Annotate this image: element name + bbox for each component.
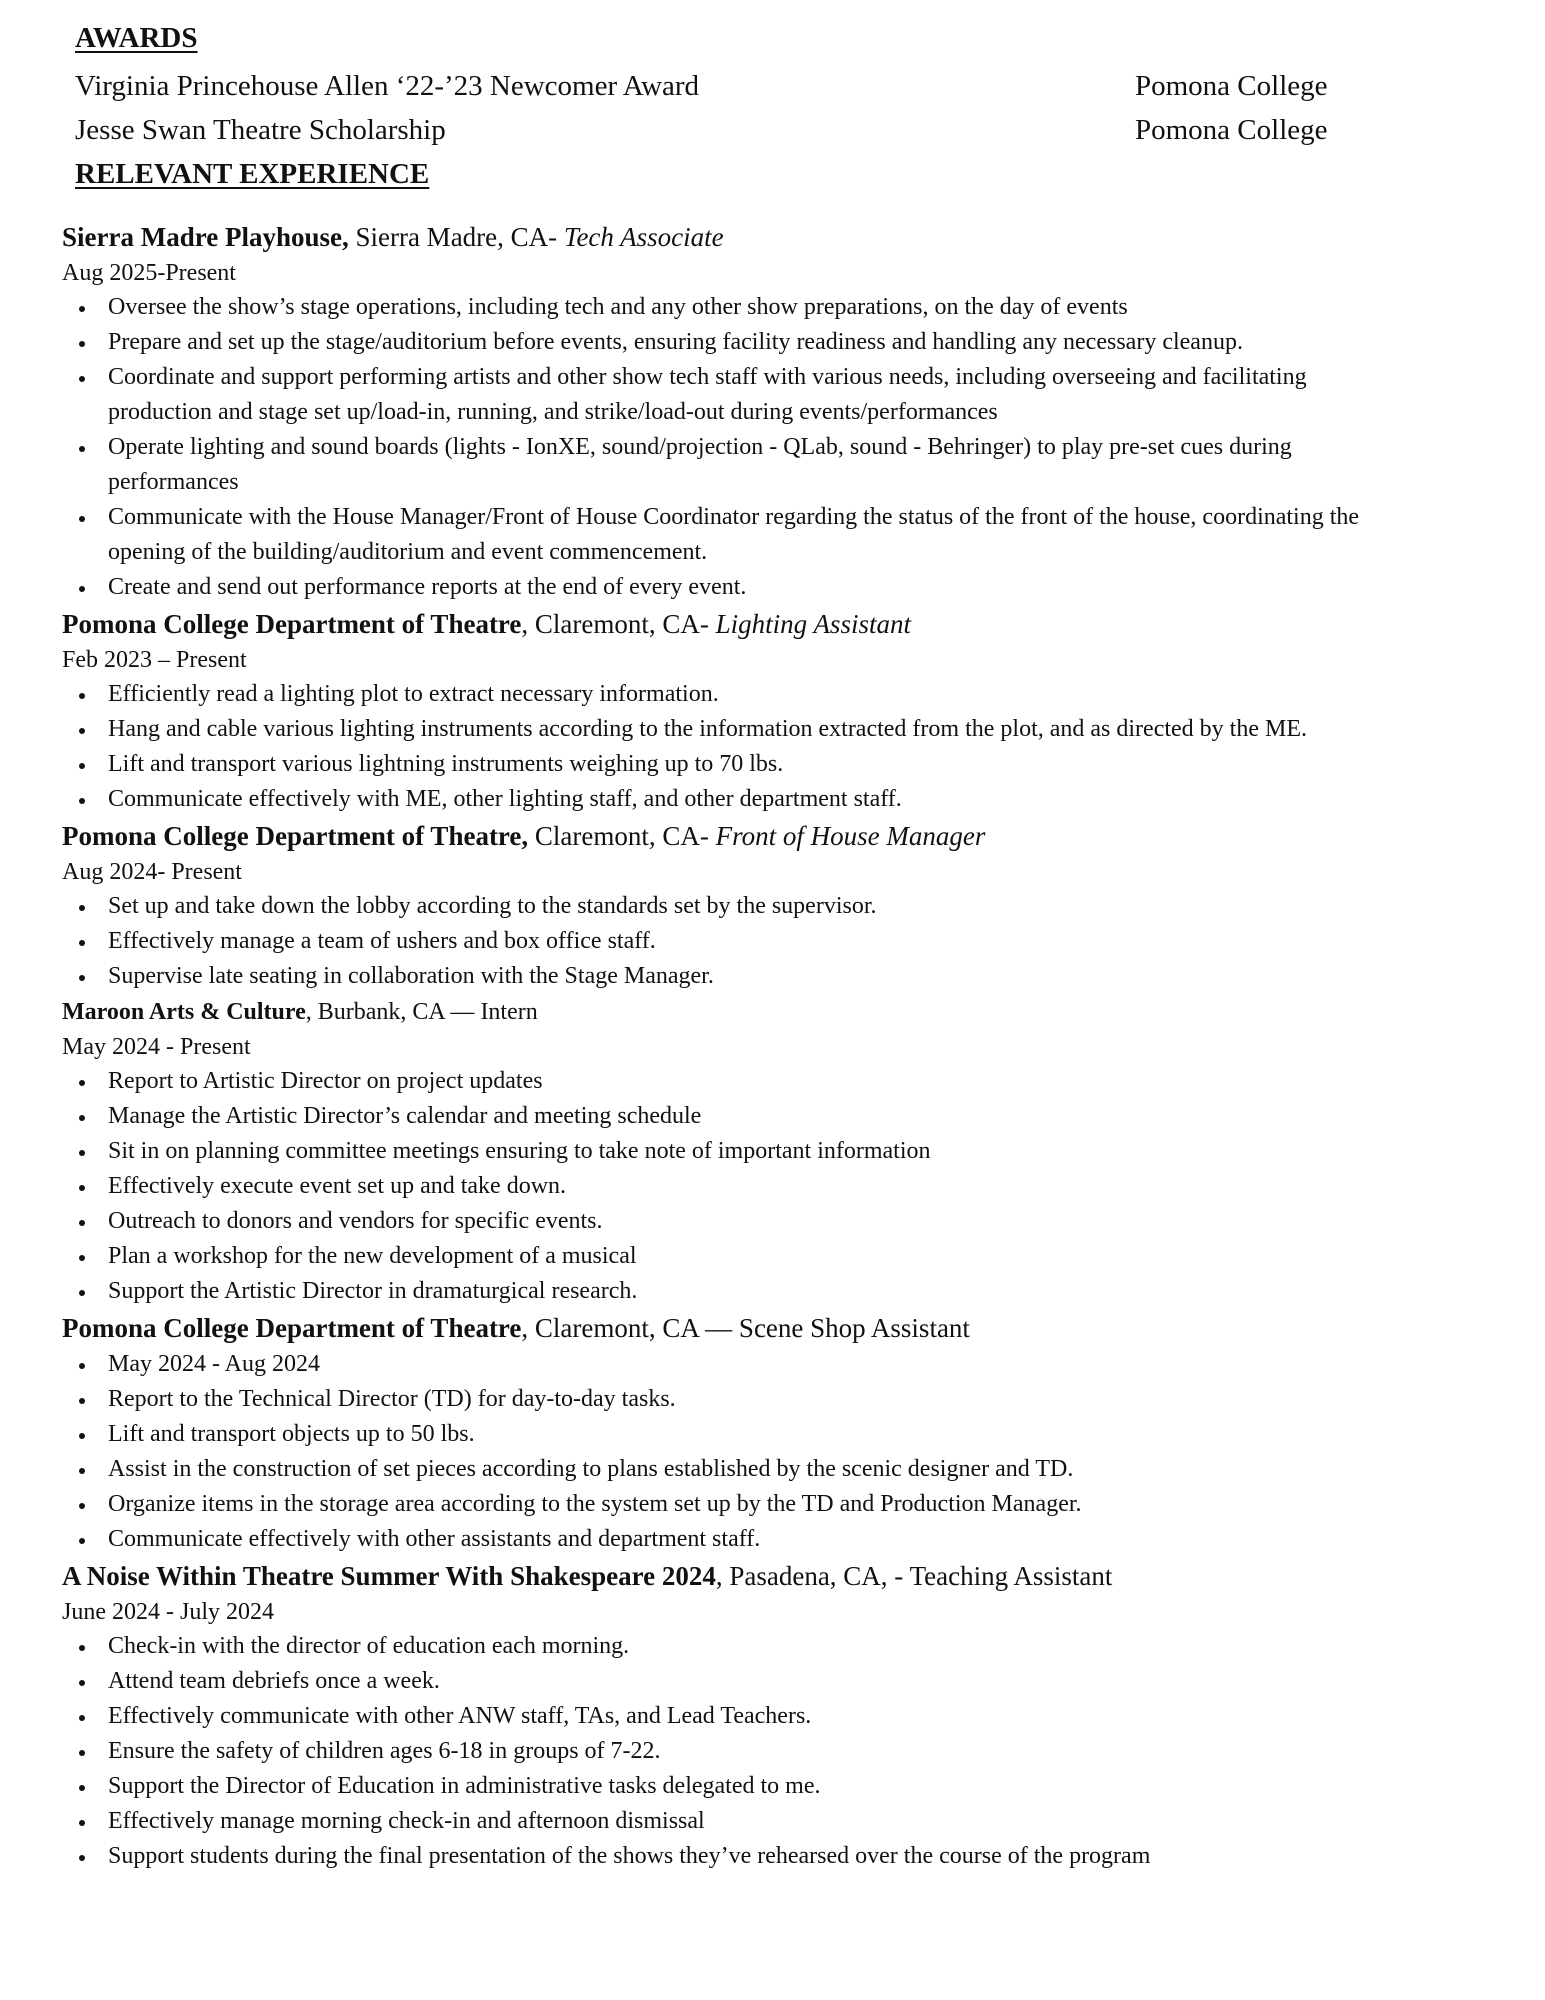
bullet-dot-icon: [79, 1785, 85, 1791]
bullet-text: Ensure the safety of children ages 6-18 in groups of 7-22.: [108, 1738, 661, 1764]
bullet-text: Check-in with the director of education each morning.: [108, 1633, 630, 1659]
job-header: [62, 1309, 1482, 1347]
job-entry: [62, 605, 1482, 817]
job-location: , Burbank, CA —: [305, 999, 481, 1025]
bullet-dot-icon: [79, 376, 85, 382]
bullet-text: Oversee the show’s stage operations, including tech and any other show preparations, on the day of events: [108, 294, 1128, 320]
bullet-dot-icon: [79, 1680, 85, 1686]
bullet-text: Communicate with the House Manager/Front of House Coordinator regarding the status of the front of the house, coordinating the opening of the building/auditorium and event commencement.: [108, 504, 1360, 565]
bullet-dot-icon: [79, 1715, 85, 1721]
bullet-item: [62, 1734, 1408, 1769]
bullet-text: Effectively execute event set up and take down.: [108, 1173, 567, 1199]
bullet-text: Effectively manage a team of ushers and box office staff.: [108, 928, 656, 954]
bullet-item: [62, 360, 1408, 430]
job-dates: Feb 2023 – Present: [62, 647, 247, 673]
bullet-item: [62, 1804, 1408, 1839]
bullet-text: Effectively communicate with other ANW staff, TAs, and Lead Teachers.: [108, 1703, 812, 1729]
bullet-dot-icon: [79, 306, 85, 312]
bullet-text: Efficiently read a lighting plot to extract necessary information.: [108, 681, 719, 707]
job-bullets: [62, 1629, 1482, 1874]
bullet-item: [62, 1099, 1408, 1134]
bullet-item: [62, 889, 1408, 924]
bullet-text: Support students during the final presentation of the shows they’ve rehearsed over the course of the program: [108, 1843, 1151, 1869]
bullet-item: [62, 1239, 1408, 1274]
job-role: Tech Associate: [563, 222, 724, 252]
job-dates: Aug 2025-Present: [62, 260, 236, 286]
bullet-text: Attend team debriefs once a week.: [108, 1668, 440, 1694]
job-header: [62, 1557, 1482, 1595]
award-org: Pomona College: [1135, 70, 1328, 102]
bullet-dot-icon: [79, 586, 85, 592]
job-location: , Claremont, CA —: [521, 1313, 739, 1343]
job-header: [62, 994, 1482, 1030]
job-org: Sierra Madre Playhouse,: [62, 222, 349, 252]
bullet-dot-icon: [79, 763, 85, 769]
bullet-item: [62, 677, 1408, 712]
bullet-dot-icon: [79, 1255, 85, 1261]
bullet-text: Lift and transport objects up to 50 lbs.: [108, 1421, 475, 1447]
bullet-dot-icon: [79, 1398, 85, 1404]
bullet-dot-icon: [79, 1468, 85, 1474]
bullet-dot-icon: [79, 1433, 85, 1439]
job-location: , Pasadena, CA, -: [715, 1561, 910, 1591]
experience-heading: RELEVANT EXPERIENCE: [75, 158, 430, 190]
bullet-item: [62, 1169, 1408, 1204]
job-location: Claremont, CA-: [528, 821, 716, 851]
job-header: [62, 605, 1482, 643]
bullet-dot-icon: [79, 693, 85, 699]
job-location: Sierra Madre, CA-: [348, 222, 564, 252]
bullet-item: [62, 924, 1408, 959]
bullet-item: [62, 959, 1408, 994]
bullet-text: Outreach to donors and vendors for specific events.: [108, 1208, 603, 1234]
bullet-dot-icon: [79, 1185, 85, 1191]
bullet-dot-icon: [79, 1363, 85, 1369]
bullet-dot-icon: [79, 798, 85, 804]
bullet-text: Support the Artistic Director in dramaturgical research.: [108, 1278, 638, 1304]
job-org: Maroon Arts & Culture: [62, 999, 306, 1025]
experience-section: [62, 218, 1482, 1874]
bullet-dot-icon: [79, 1503, 85, 1509]
bullet-text: May 2024 - Aug 2024: [108, 1351, 320, 1377]
bullet-item: [62, 1382, 1408, 1417]
job-bullets: [62, 1347, 1482, 1557]
award-name: Virginia Princehouse Allen ‘22-’23 Newcomer Award: [75, 70, 700, 102]
bullet-dot-icon: [79, 940, 85, 946]
bullet-item: [62, 1064, 1408, 1099]
bullet-dot-icon: [79, 728, 85, 734]
awards-heading: AWARDS: [75, 22, 198, 54]
bullet-text: Communicate effectively with ME, other lighting staff, and other department staff.: [108, 786, 902, 812]
bullet-item: [62, 325, 1408, 360]
job-entry: [62, 817, 1482, 994]
job-entry: [62, 1309, 1482, 1557]
bullet-text: Supervise late seating in collaboration with the Stage Manager.: [108, 963, 714, 989]
bullet-item: [62, 782, 1408, 817]
bullet-item: [62, 1274, 1408, 1309]
bullet-text: Sit in on planning committee meetings ensuring to take note of important information: [108, 1138, 931, 1164]
bullet-item: [62, 747, 1408, 782]
bullet-dot-icon: [79, 446, 85, 452]
bullet-text: Assist in the construction of set pieces according to plans established by the scenic designer and TD.: [108, 1456, 1074, 1482]
bullet-item: [62, 1699, 1408, 1734]
bullet-item: [62, 712, 1408, 747]
bullet-item: [62, 1629, 1408, 1664]
award-org: Pomona College: [1135, 114, 1328, 146]
job-dates: June 2024 - July 2024: [62, 1599, 274, 1625]
bullet-item: [62, 1452, 1408, 1487]
bullet-dot-icon: [79, 905, 85, 911]
bullet-text: Set up and take down the lobby according to the standards set by the supervisor.: [108, 893, 877, 919]
bullet-dot-icon: [79, 1538, 85, 1544]
job-org: A Noise Within Theatre Summer With Shakespeare 2024: [62, 1561, 716, 1591]
bullet-item: [62, 1134, 1408, 1169]
job-bullets: [62, 290, 1482, 605]
bullet-text: Lift and transport various lightning instruments weighing up to 70 lbs.: [108, 751, 784, 777]
job-org: Pomona College Department of Theatre: [62, 1313, 522, 1343]
bullet-item: [62, 1522, 1408, 1557]
job-role: Front of House Manager: [715, 821, 986, 851]
bullet-item: [62, 1347, 1408, 1382]
bullet-dot-icon: [79, 1750, 85, 1756]
bullet-text: Coordinate and support performing artists and other show tech staff with various needs, including overseeing and facilitating production and stage set up/load-in, running, and strike/load-out during events/performances: [108, 364, 1307, 425]
bullet-item: [62, 1417, 1408, 1452]
job-bullets: [62, 889, 1482, 994]
bullet-text: Create and send out performance reports at the end of every event.: [108, 574, 747, 600]
bullet-dot-icon: [79, 975, 85, 981]
bullet-dot-icon: [79, 1820, 85, 1826]
bullet-item: [62, 1487, 1408, 1522]
bullet-dot-icon: [79, 1645, 85, 1651]
bullet-item: [62, 570, 1408, 605]
bullet-text: Organize items in the storage area according to the system set up by the TD and Production Manager.: [108, 1491, 1082, 1517]
job-role: Teaching Assistant: [909, 1561, 1113, 1591]
job-bullets: [62, 1064, 1482, 1309]
job-role: Scene Shop Assistant: [738, 1313, 970, 1343]
bullet-text: Report to Artistic Director on project updates: [108, 1068, 543, 1094]
job-org: Pomona College Department of Theatre,: [62, 821, 529, 851]
job-role: Lighting Assistant: [715, 609, 911, 639]
job-bullets: [62, 677, 1482, 817]
bullet-text: Operate lighting and sound boards (lights - IonXE, sound/projection - QLab, sound - Behringer) to play pre-set cues during performances: [108, 434, 1292, 495]
bullet-text: Communicate effectively with other assistants and department staff.: [108, 1526, 761, 1552]
bullet-item: [62, 500, 1408, 570]
job-dates: May 2024 - Present: [62, 1034, 251, 1060]
bullet-text: Hang and cable various lighting instruments according to the information extracted from the plot, and as directed by the ME.: [108, 716, 1307, 742]
bullet-text: Support the Director of Education in administrative tasks delegated to me.: [108, 1773, 821, 1799]
bullet-text: Prepare and set up the stage/auditorium before events, ensuring facility readiness and handling any necessary cleanup.: [108, 329, 1243, 355]
bullet-dot-icon: [79, 1115, 85, 1121]
bullet-item: [62, 1204, 1408, 1239]
job-header: [62, 817, 1482, 855]
bullet-dot-icon: [79, 1080, 85, 1086]
bullet-dot-icon: [79, 341, 85, 347]
bullet-item: [62, 290, 1408, 325]
job-location: , Claremont, CA-: [521, 609, 716, 639]
job-entry: [62, 994, 1482, 1309]
job-header: [62, 218, 1482, 256]
job-entry: [62, 1557, 1482, 1874]
job-org: Pomona College Department of Theatre: [62, 609, 522, 639]
job-dates: Aug 2024- Present: [62, 859, 242, 885]
bullet-dot-icon: [79, 1855, 85, 1861]
bullet-item: [62, 430, 1408, 500]
bullet-dot-icon: [79, 1150, 85, 1156]
bullet-dot-icon: [79, 1290, 85, 1296]
job-entry: [62, 218, 1482, 605]
bullet-text: Effectively manage morning check-in and afternoon dismissal: [108, 1808, 705, 1834]
award-name: Jesse Swan Theatre Scholarship: [75, 114, 446, 146]
bullet-dot-icon: [79, 516, 85, 522]
job-role: Intern: [480, 999, 538, 1025]
bullet-text: Report to the Technical Director (TD) for day-to-day tasks.: [108, 1386, 676, 1412]
bullet-item: [62, 1664, 1408, 1699]
bullet-item: [62, 1769, 1408, 1804]
bullet-text: Manage the Artistic Director’s calendar and meeting schedule: [108, 1103, 702, 1129]
bullet-text: Plan a workshop for the new development of a musical: [108, 1243, 637, 1269]
bullet-item: [62, 1839, 1408, 1874]
bullet-dot-icon: [79, 1220, 85, 1226]
